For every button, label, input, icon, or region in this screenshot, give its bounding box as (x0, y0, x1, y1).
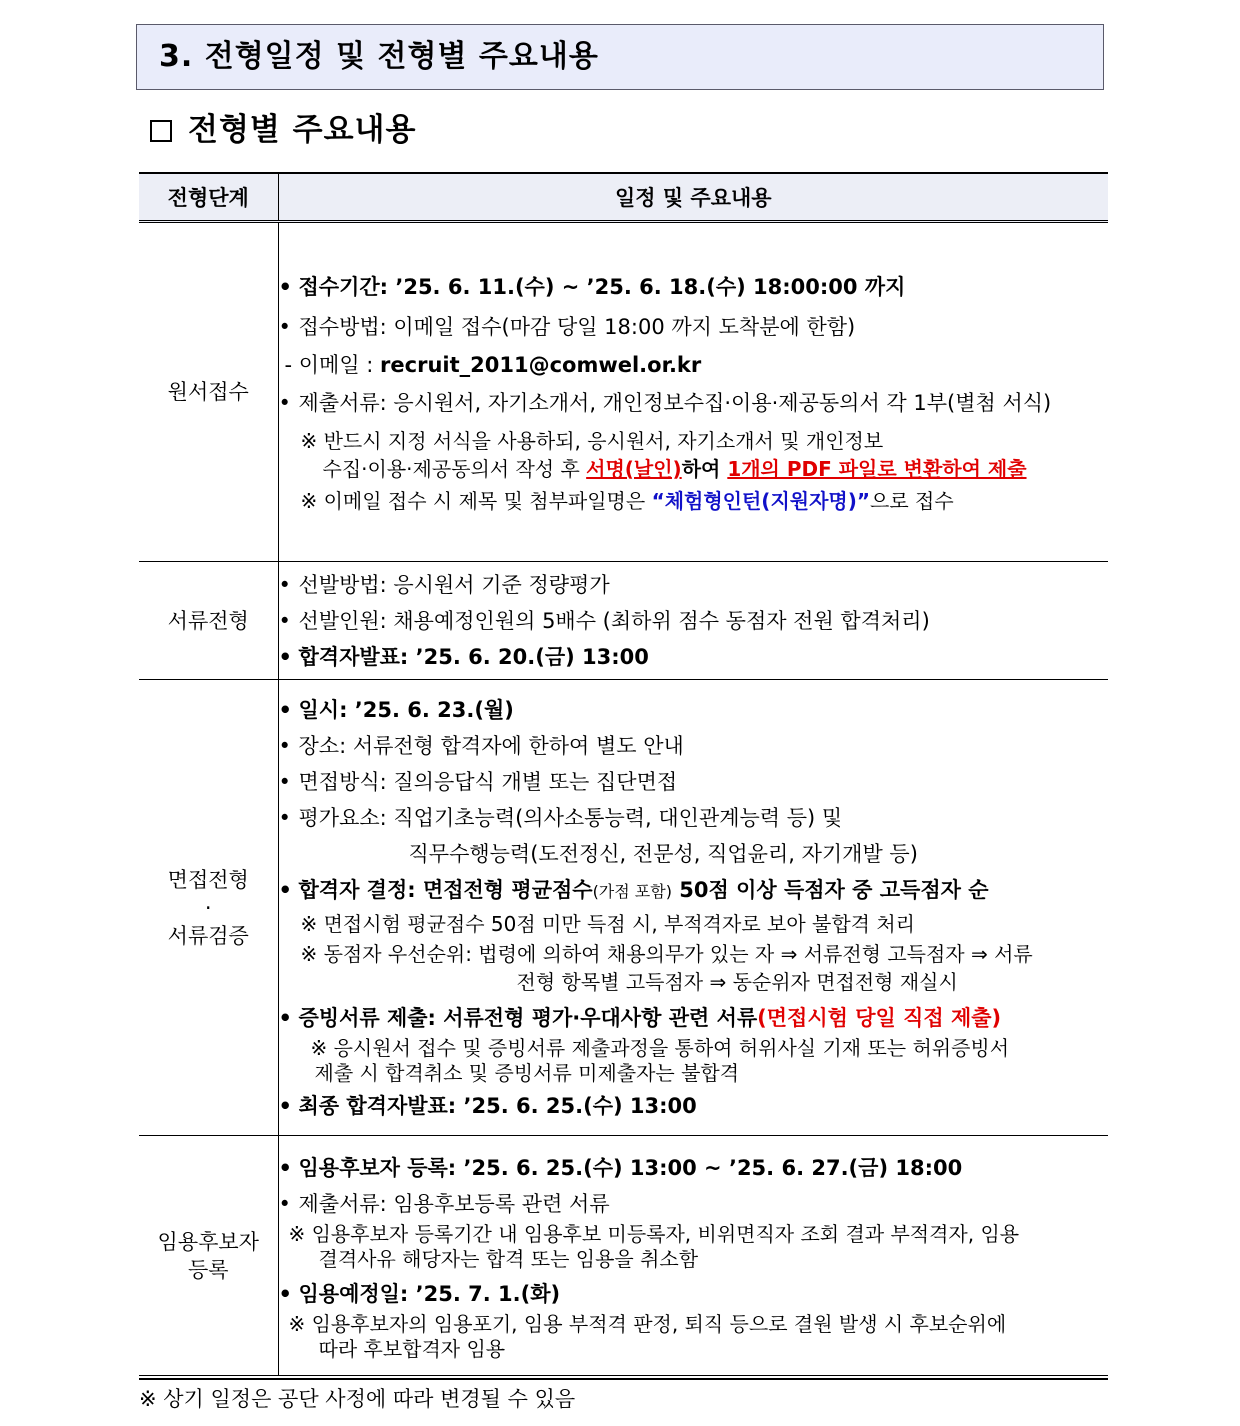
note-text: ※ 반드시 지정 서식을 사용하되, 응시원서, 자기소개서 및 개인정보 (300, 429, 884, 453)
footnote: ※ 상기 일정은 공단 사정에 따라 변경될 수 있음 (139, 1378, 1108, 1416)
header-stage: 전형단계 (139, 173, 278, 222)
row-interview (139, 680, 1108, 1136)
note-text: ※ 임용후보자 등록기간 내 임용후보 미등록자, 비위면직자 조회 결과 부적격자, 임용 (288, 1221, 1020, 1246)
stage-line: · (204, 895, 212, 920)
email-address: recruit_2011@comwel.or.kr (380, 353, 702, 377)
screening-count: • 선발인원: 채용예정인원의 5배수 (최하위 점수 동점자 전원 합격처리) (279, 603, 1109, 639)
note-text: 하여 (681, 457, 728, 481)
checkbox-square-icon (150, 120, 172, 142)
interview-note-3 (279, 1036, 1109, 1086)
registration-docs: • 제출서류: 임용후보등록 관련 서류 (279, 1186, 1109, 1222)
application-email (279, 345, 1109, 385)
subtitle (150, 108, 416, 152)
note-text: 전형 항목별 고득점자 ⇒ 동순위자 면접전형 재실시 (516, 969, 958, 994)
note-text: ※ 동점자 우선순위: 법령에 의하여 채용의무가 있는 자 ⇒ 서류전형 고득점자 ⇒ 서류 (300, 941, 1033, 966)
interview-method: • 면접방식: 질의응답식 개별 또는 집단면접 (279, 764, 1109, 800)
note-text: 수집·이용·제공동의서 작성 후 (322, 457, 587, 481)
stage-document-screening: 서류전형 (139, 562, 278, 680)
application-period: • 접수기간: ’25. 6. 11.(수) ~ ’25. 6. 18.(수) 18:00:00 까지 (279, 269, 1109, 305)
interview-decision (279, 872, 1109, 910)
filename-emphasis: “체험형인턴(지원자명)” (651, 489, 871, 513)
note-text: 으로 접수 (870, 489, 954, 513)
interview-eval: • 평가요소: 직업기초능력(의사소통능력, 대인관계능력 등) 및 (279, 800, 1109, 836)
table-header-row (139, 173, 1108, 222)
proof-emphasis: (면접시험 당일 직접 제출) (757, 1005, 1002, 1030)
decision-text: 50점 이상 득점자 중 고득점자 순 (671, 877, 989, 902)
schedule-table (139, 172, 1108, 1376)
pdf-emphasis: 1개의 PDF 파일로 변환하여 제출 (727, 457, 1027, 481)
header-content: 일정 및 주요내용 (278, 173, 1108, 222)
registration-period: • 임용후보자 등록: ’25. 6. 25.(수) 13:00 ~ ’25. 6. 27.(금) 18:00 (279, 1150, 1109, 1186)
email-label: - 이메일 : (284, 353, 381, 377)
note-text: 따라 후보합격자 임용 (318, 1336, 506, 1361)
interview-place: • 장소: 서류전형 합격자에 한하여 별도 안내 (279, 728, 1109, 764)
content-document-screening (278, 562, 1108, 680)
stage-line: 면접전형 (167, 867, 249, 892)
stage-line: 서류검증 (167, 923, 249, 948)
note-text: ※ 응시원서 접수 및 증빙서류 제출과정을 통하여 허위사실 기재 또는 허위증빙서 (310, 1035, 1010, 1060)
signature-emphasis: 서명(날인) (586, 457, 682, 481)
decision-note: (가점 포함) (592, 881, 672, 901)
section-title: 3. 전형일정 및 전형별 주요내용 (136, 24, 1104, 90)
stage-interview (139, 680, 278, 1136)
stage-application: 원서접수 (139, 222, 278, 562)
interview-note-2 (279, 940, 1109, 996)
interview-note-1: ※ 면접시험 평균점수 50점 미만 득점 시, 부적격자로 보아 불합격 처리 (300, 911, 915, 936)
registration-note-1 (279, 1222, 1109, 1272)
content-registration (278, 1136, 1108, 1376)
note-text: ※ 임용후보자의 임용포기, 임용 부적격 판정, 퇴직 등으로 결원 발생 시 후보순위에 (288, 1311, 1007, 1336)
stage-line: 임용후보자 (157, 1229, 259, 1254)
note-text: 결격사유 해당자는 합격 또는 임용을 취소함 (318, 1246, 699, 1271)
application-note-2 (279, 487, 1109, 515)
appointment-date: • 임용예정일: ’25. 7. 1.(화) (279, 1276, 1109, 1312)
application-docs: • 제출서류: 응시원서, 자기소개서, 개인정보수집·이용·제공동의서 각 1부(별첨 서식) (279, 385, 1109, 421)
note-text: 제출 시 합격취소 및 증빙서류 미제출자는 불합격 (314, 1060, 740, 1085)
registration-note-2 (279, 1312, 1109, 1362)
row-registration (139, 1136, 1108, 1376)
application-method: • 접수방법: 이메일 접수(마감 당일 18:00 까지 도착분에 한함) (279, 309, 1109, 345)
interview-date: • 일시: ’25. 6. 23.(월) (279, 692, 1109, 728)
decision-text: 합격자 결정: 면접전형 평균점수 (298, 877, 593, 902)
interview-final: • 최종 합격자발표: ’25. 6. 25.(수) 13:00 (279, 1088, 1109, 1124)
interview-eval-cont: 직무수행능력(도전정신, 전문성, 직업윤리, 자기개발 등) (408, 841, 918, 866)
screening-method: • 선발방법: 응시원서 기준 정량평가 (279, 567, 1109, 603)
row-application (139, 222, 1108, 562)
application-note-1 (279, 427, 1109, 483)
proof-text: 증빙서류 제출: 서류전형 평가·우대사항 관련 서류 (298, 1005, 758, 1030)
note-text: ※ 이메일 접수 시 제목 및 첨부파일명은 (300, 489, 652, 513)
stage-line: 등록 (187, 1257, 229, 1282)
subtitle-text: 전형별 주요내용 (188, 112, 417, 148)
row-document-screening (139, 562, 1108, 680)
content-application (278, 222, 1108, 562)
screening-announce: • 합격자발표: ’25. 6. 20.(금) 13:00 (279, 639, 1109, 675)
interview-proof (279, 1000, 1109, 1036)
stage-registration (139, 1136, 278, 1376)
content-interview (278, 680, 1108, 1136)
